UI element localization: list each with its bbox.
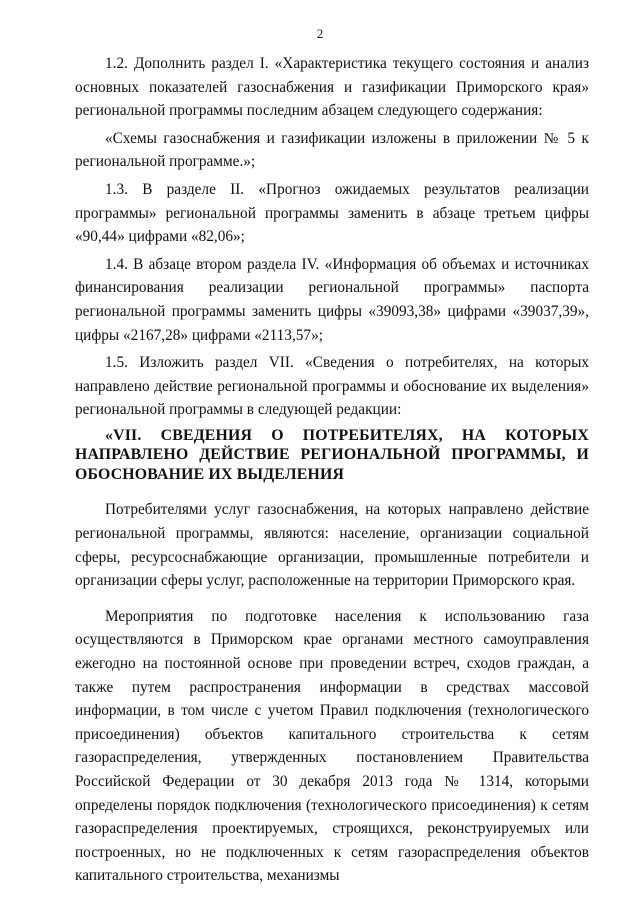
paragraph-1-3: 1.3. В разделе II. «Прогноз ожидаемых результатов реализации программы» региональной программы заменить в абзаце третьем цифры «90,44» цифрами «82,06»; — [75, 180, 589, 246]
section-paragraph-consumers: Потребителями услуг газоснабжения, на которых направлено действие региональной программы, являются: население, организации социальной сферы, ресурсоснабжающие организации, промышленные потребители и организации сферы услуг, расположенные на территории Приморского края. — [75, 501, 589, 590]
document-body — [75, 52, 589, 892]
section-vii-heading: «VII. СВЕДЕНИЯ О ПОТРЕБИТЕЛЯХ, НА КОТОРЫХ НАПРАВЛЕНО ДЕЙСТВИЕ РЕГИОНАЛЬНОЙ ПРОГРАММЫ, И ОБОСНОВАНИЕ ИХ ВЫДЕЛЕНИЯ — [75, 426, 589, 483]
paragraph-1-5: 1.5. Изложить раздел VII. «Сведения о потребителях, на которых направлено действие региональной программы и обоснование их выделения» региональной программы в следующей редакции: — [75, 354, 589, 419]
paragraph-quote-schemes: «Схемы газоснабжения и газификации изложены в приложении № 5 к региональной программе.»; — [75, 129, 589, 171]
paragraph-1-2: 1.2. Дополнить раздел I. «Характеристика текущего состояния и анализ основных показателей газоснабжения и газификации Приморского края» региональной программы последним абзацем следующего содержания: — [75, 55, 589, 120]
section-paragraph-measures: Мероприятия по подготовке населения к использованию газа осуществляются в Приморском крае органами местного самоуправления ежегодно на постоянной основе при проведении встреч, сходов граждан, а также путем распространения информации в средствах массовой информации, в том числе с учетом Правил подключения (технологического присоединения) объектов капитального строительства к сетям газораспределения, утвержденных постановлением Правительства Российской Федерации от 30 декабря 2013 года № 1314, которыми определены порядок подключения (технологического присоединения) к сетям газораспределения проектируемых, строящихся, реконструируемых или построенных, но не подключенных к сетям газораспределения объектов капитального строительства, механизмы — [75, 607, 589, 885]
page-number: 2 — [316, 26, 324, 41]
paragraph-1-4: 1.4. В абзаце втором раздела IV. «Информация об объемах и источниках финансирования реализации региональной программы» паспорта региональной программы заменить цифры «39093,38» цифрами «39037,39», цифры «2167,28» цифрами «2113,57»; — [75, 255, 589, 344]
